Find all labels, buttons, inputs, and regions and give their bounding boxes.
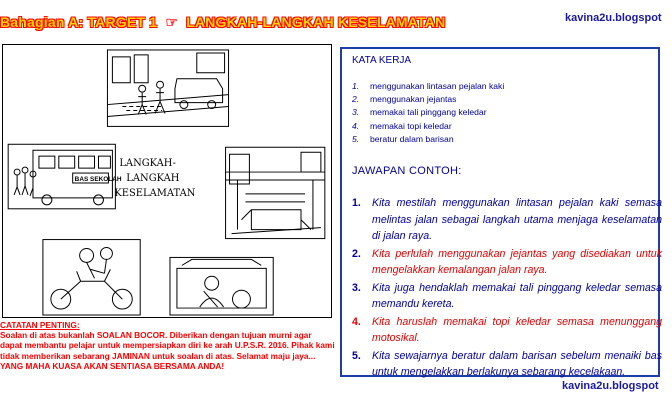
answer-number: 2. <box>352 247 361 260</box>
answer-number: 5. <box>352 349 361 362</box>
answer-number: 1. <box>352 197 361 209</box>
item-text: memakai topi keledar <box>370 120 452 131</box>
answer-panel <box>340 47 660 377</box>
list-item <box>352 81 504 94</box>
bus-sign: BAS SEKOLAH <box>74 176 122 183</box>
answer-item <box>352 280 672 313</box>
scene-car-seatbelt <box>170 257 273 315</box>
item-text: memakai tali pinggang keledar <box>370 107 487 118</box>
list-item <box>352 107 504 120</box>
item-number: 2. <box>352 94 360 105</box>
scene-pedestrian-crossing <box>107 50 228 126</box>
illustration-svg <box>3 45 331 317</box>
title-prefix: Bahagian A: TARGET 1 <box>0 14 158 30</box>
answer-text: Kita juga hendaklah memakai tali pinggang keledar semasa memandu kereta. <box>372 281 662 310</box>
note-heading: CATATAN PENTING: <box>0 320 80 330</box>
note-body: Soalan di atas bukanlah SOALAN BOCOR. Diberikan dengan tujuan murni agar dapat membantu pelajar untuk mempersiapkan diri ke arah U.P.S.R. 2016. Pihak kami tidak memberikan sebarang JAMINAN untuk soalan di atas. Selamat maju jaya... YANG MAHA KUASA AKAN SENTIASA BERSAMA ANDA! <box>0 330 335 371</box>
list-item <box>352 121 504 134</box>
page-title <box>0 14 470 36</box>
blog-watermark-bottom: kavina2u.blogspot <box>562 380 659 392</box>
answer-text: Kita sewajarnya beratur dalam barisan sebelum menaiki bas untuk mengelakkan berlakunya sebarang kecelakaan. <box>372 349 662 378</box>
answer-item <box>352 246 672 279</box>
safety-illustration <box>2 44 332 318</box>
item-text: menggunakan lintasan pejalan kaki <box>370 81 505 91</box>
center-label-2: LANGKAH <box>126 173 180 184</box>
item-number: 5. <box>352 133 360 144</box>
answer-text: Kita haruslah memakai topi keledar semasa menunggang motosikal. <box>372 315 662 344</box>
answer-item <box>352 348 672 381</box>
center-label-1: LANGKAH- <box>119 158 176 170</box>
scene-overhead-bridge <box>226 147 325 238</box>
answer-text: Kita perlulah menggunakan jejantas yang disediakan untuk mengelakkan kemalangan jalan raya. <box>372 247 662 276</box>
answer-text: Kita mestilah menggunakan lintasan pejalan kaki semasa melintas jalan sebagai langkah utama menjaga keselamatan di jalan raya. <box>372 197 662 242</box>
kata-kerja-title: KATA KERJA <box>352 55 412 66</box>
list-item <box>352 94 504 107</box>
item-number: 4. <box>352 120 360 131</box>
item-text: menggunakan jejantas <box>370 94 457 105</box>
pointing-hand-icon: ☞ <box>165 14 179 30</box>
list-item <box>352 134 504 147</box>
kata-kerja-list <box>352 81 504 147</box>
title-suffix: LANGKAH-LANGKAH KESELAMATAN <box>186 14 446 30</box>
item-number: 3. <box>352 107 360 118</box>
center-label-3: KESELAMATAN <box>114 187 196 199</box>
scene-motorcycle <box>43 240 140 315</box>
blog-watermark-top: kavina2u.blogspot <box>565 12 662 24</box>
item-number: 1. <box>352 81 360 91</box>
answer-item <box>352 314 672 347</box>
jawapan-title: JAWAPAN CONTOH: <box>352 165 462 177</box>
jawapan-list <box>352 195 672 382</box>
answer-number: 4. <box>352 315 361 328</box>
important-note <box>0 320 336 380</box>
item-text: beratur dalam barisan <box>370 133 454 144</box>
answer-number: 3. <box>352 281 361 294</box>
answer-item <box>352 195 672 245</box>
